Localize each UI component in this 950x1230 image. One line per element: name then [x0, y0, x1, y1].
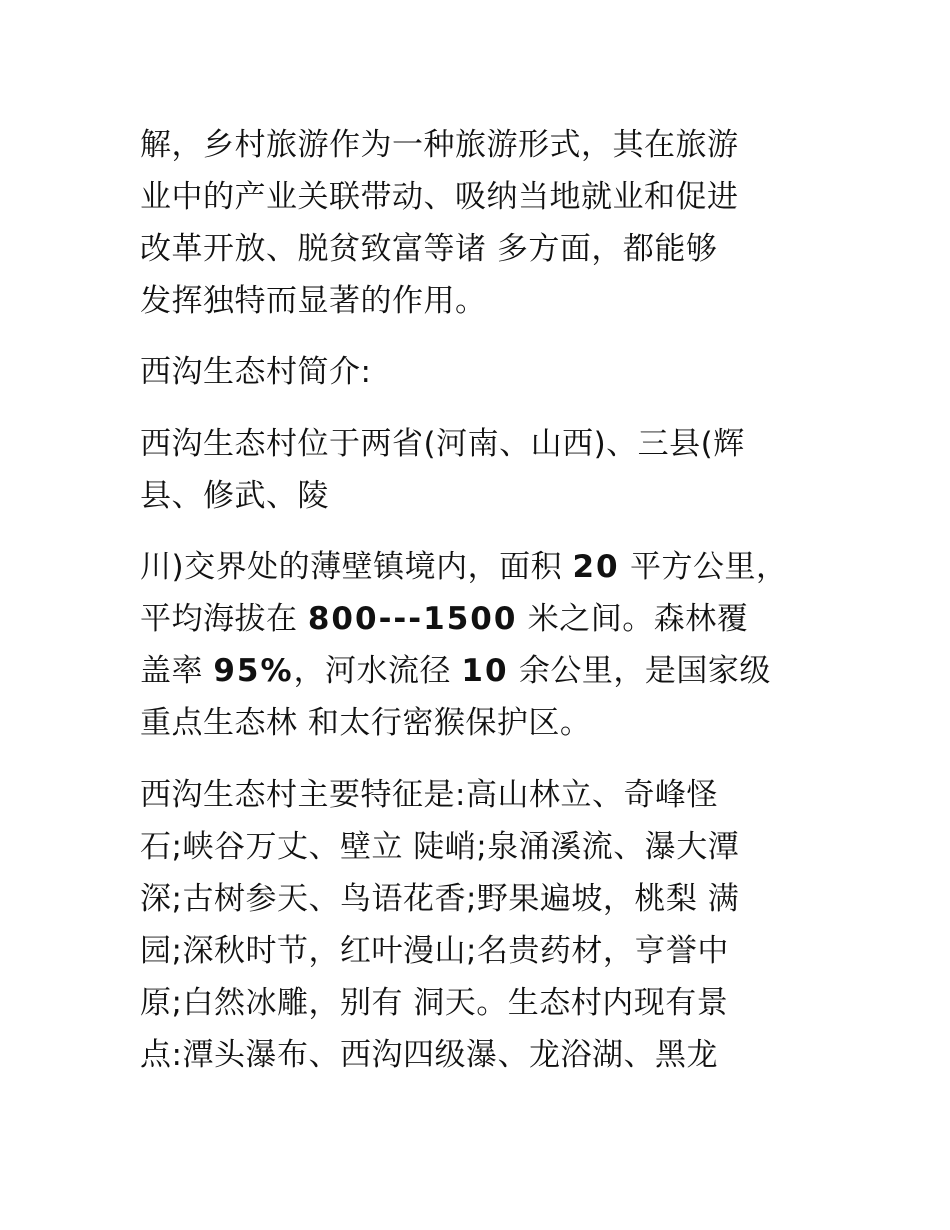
- text-span: ，河水流径: [293, 653, 462, 689]
- area-value: 20: [572, 549, 620, 585]
- paragraph-line: 解，乡村旅游作为一种旅游形式，其在旅游: [140, 127, 739, 163]
- paragraph-line: 改革开放、脱贫致富等诸 多方面，都能够: [140, 231, 718, 267]
- paragraph-line: 园;深秋时节，红叶漫山;名贵药材，亨誉中: [140, 933, 729, 969]
- paragraph-line: 石;峡谷万丈、壁立 陡峭;泉涌溪流、瀑大潭: [140, 829, 740, 865]
- text-span: 米之间。森林覆: [517, 601, 749, 637]
- text-span: 平均海拔在: [140, 601, 308, 637]
- text-span: 余公里，是国家级: [508, 653, 771, 689]
- paragraph-line: [140, 593, 748, 645]
- paragraph-line: [140, 541, 787, 593]
- paragraph-line: 西沟生态村位于两省(河南、山西)、三县(辉: [140, 426, 745, 462]
- paragraph-line: [140, 645, 771, 697]
- paragraph-line: 发挥独特而显著的作用。: [140, 283, 487, 319]
- paragraph-line: 深;古树参天、鸟语花香;野果遍坡，桃梨 满: [140, 881, 740, 917]
- section-heading: 西沟生态村简介:: [140, 354, 372, 390]
- paragraph-line: 业中的产业关联带动、吸纳当地就业和促进: [140, 179, 739, 215]
- paragraph-line: 县、修武、陵: [140, 478, 329, 514]
- river-length-value: 10: [461, 653, 509, 689]
- text-span: 川)交界处的薄壁镇境内，面积: [140, 549, 573, 585]
- text-span: 盖率: [140, 653, 214, 689]
- paragraph-line: 点:潭头瀑布、西沟四级瀑、龙浴湖、黑龙: [140, 1037, 718, 1073]
- paragraph-line: 原;白然冰雕，别有 洞天。生态村内现有景: [140, 985, 729, 1021]
- paragraph-line: 西沟生态村主要特征是:高山林立、奇峰怪: [140, 777, 718, 813]
- coverage-value: 95%: [213, 653, 294, 689]
- paragraph-line: 重点生态林 和太行密猴保护区。: [140, 705, 592, 741]
- text-span: 平方公里，: [619, 549, 788, 585]
- altitude-value: 800---1500: [307, 601, 518, 637]
